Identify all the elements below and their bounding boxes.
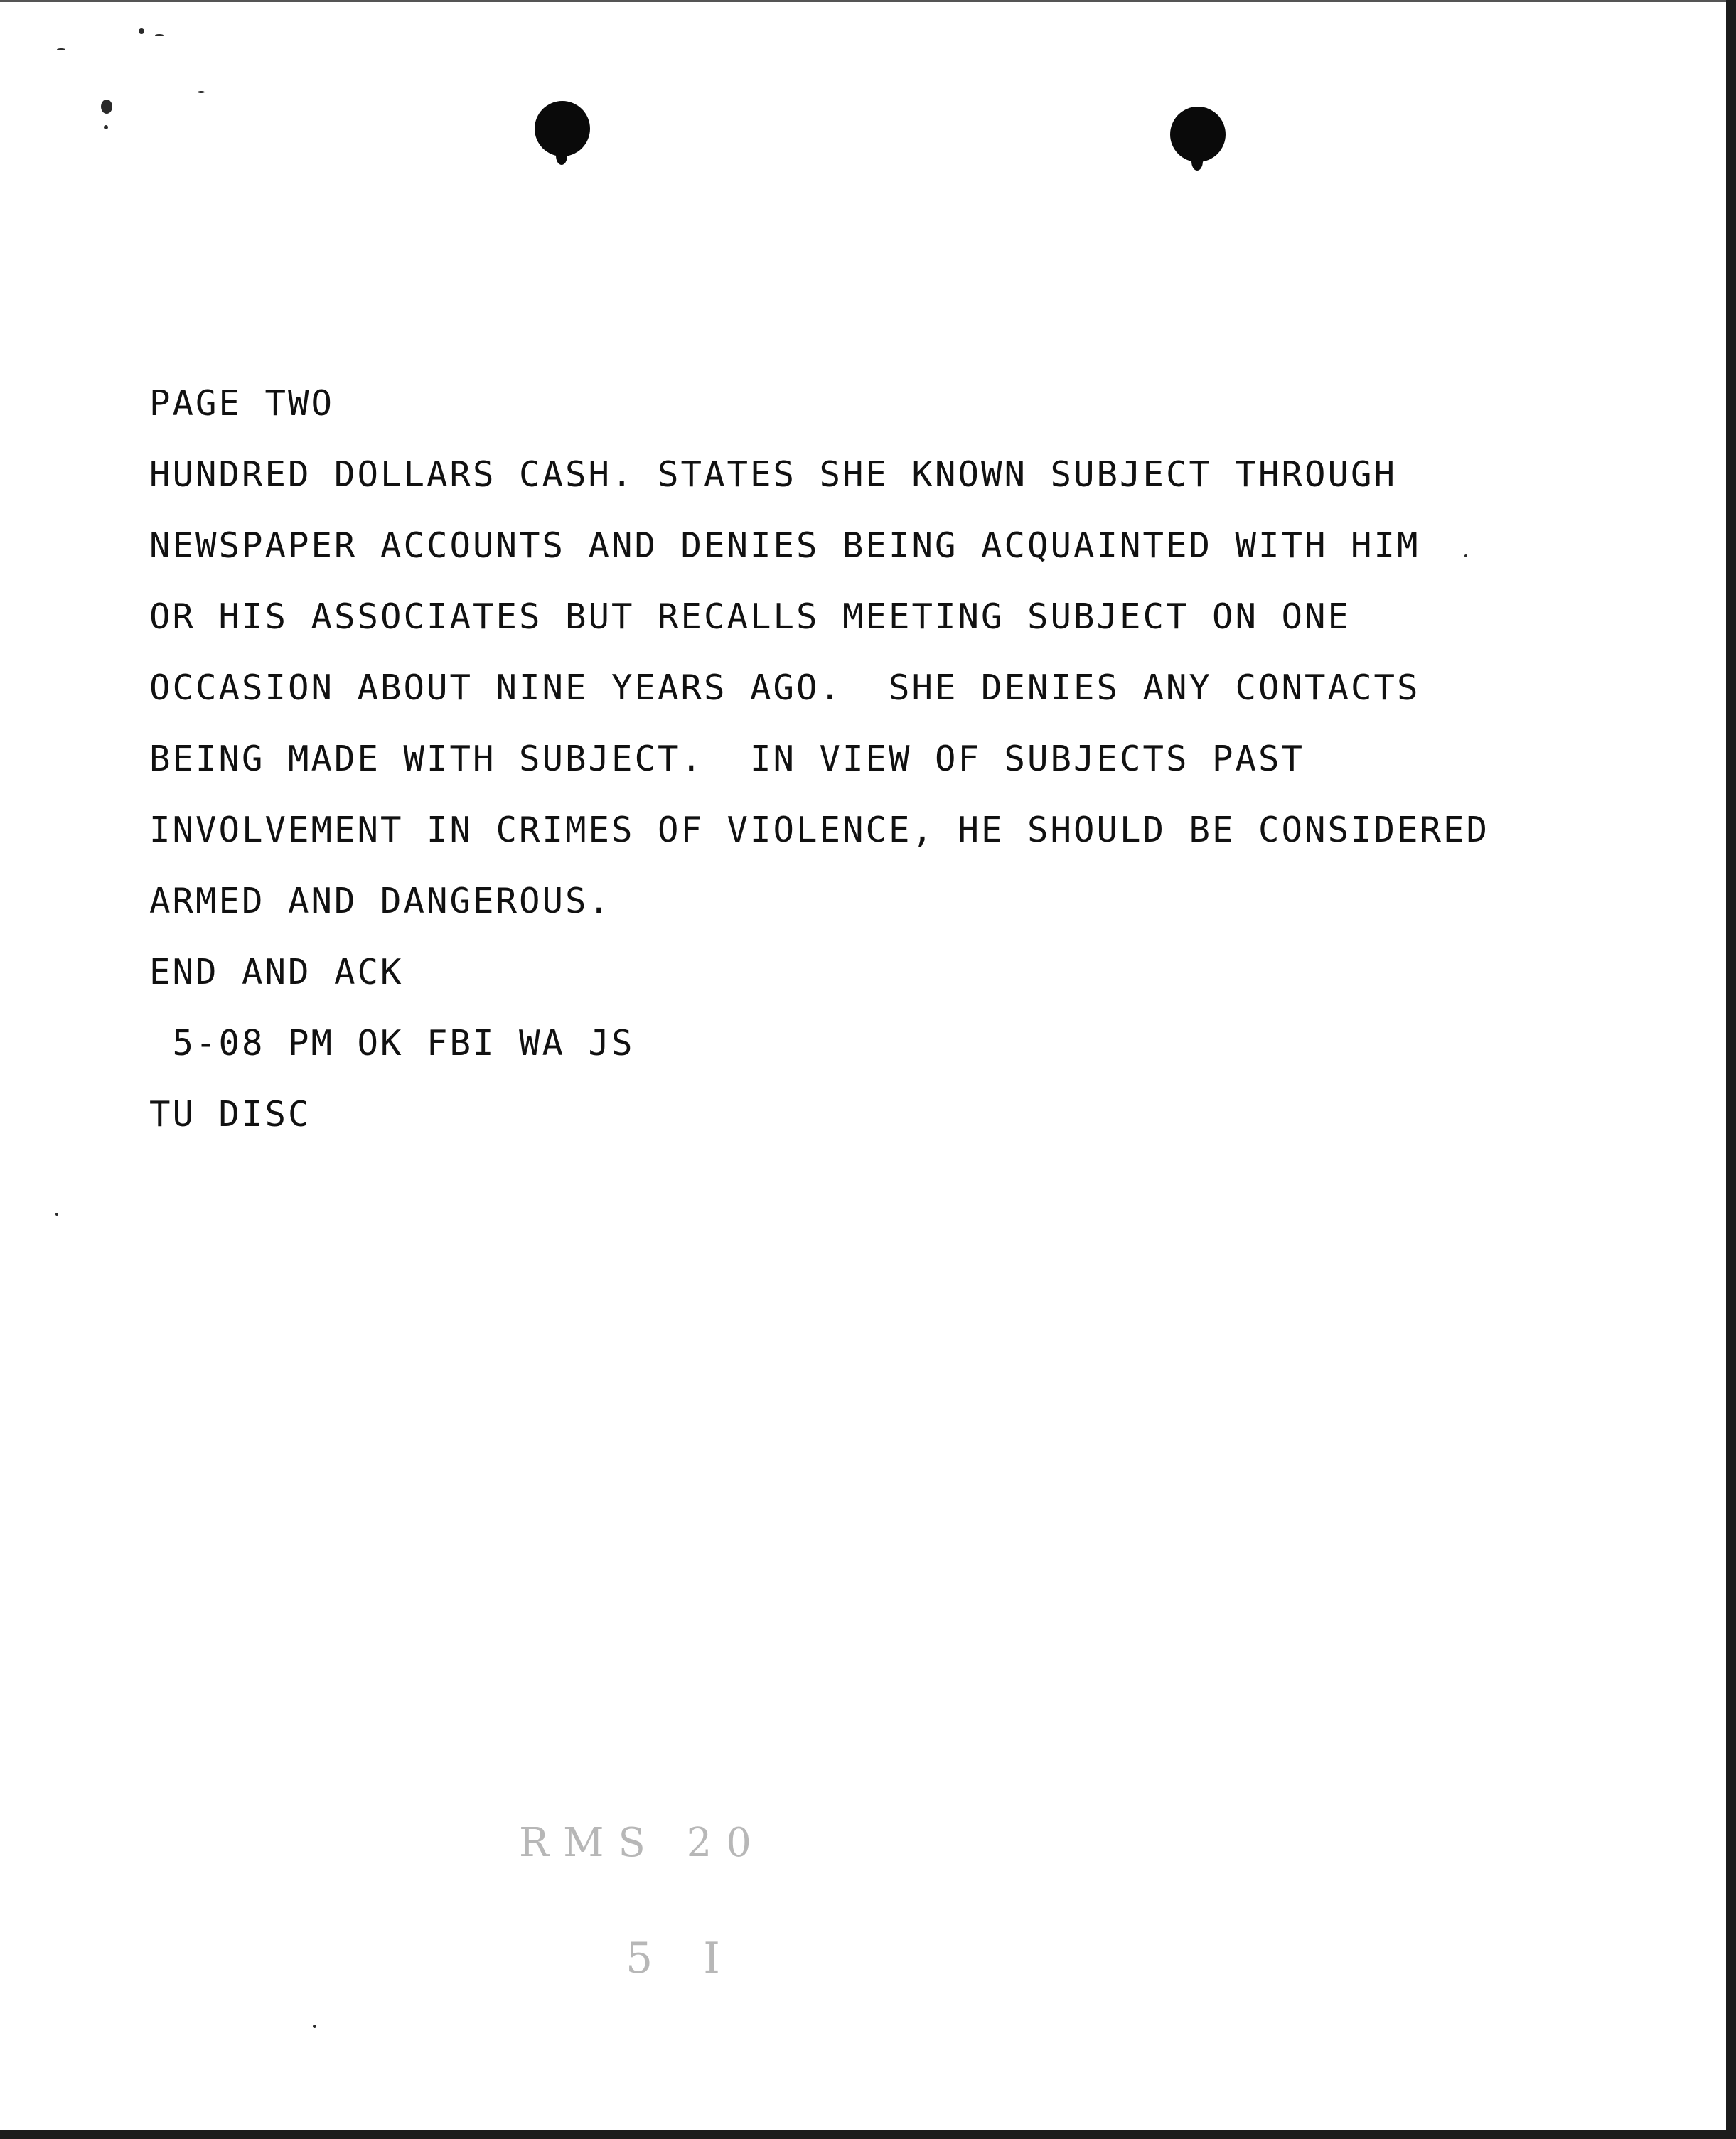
page-header: PAGE TWO — [149, 383, 335, 424]
message-line: BEING MADE WITH SUBJECT. IN VIEW OF SUBJECTS PAST — [149, 739, 1305, 779]
message-line: NEWSPAPER ACCOUNTS AND DENIES BEING ACQUAINTED WITH HIM — [149, 525, 1420, 566]
end-ack-line: END AND ACK — [149, 952, 404, 992]
scan-speck — [104, 125, 108, 129]
scan-speck — [55, 1213, 58, 1216]
message-line: INVOLVEMENT IN CRIMES OF VIOLENCE, HE SHOULD BE CONSIDERED — [149, 810, 1490, 850]
scan-speck — [313, 2025, 316, 2028]
message-line: ARMED AND DANGEROUS. — [149, 881, 612, 921]
scan-edge-bottom — [0, 2130, 1736, 2139]
scan-speck — [139, 28, 144, 34]
transmission-time-line: 5-08 PM OK FBI WA JS — [149, 1023, 635, 1063]
scan-speck — [155, 34, 164, 36]
stamp-line-1: RMS 20 — [519, 1820, 766, 1866]
scan-edge-right — [1726, 0, 1736, 2139]
scan-speck — [57, 48, 65, 50]
message-line: HUNDRED DOLLARS CASH. STATES SHE KNOWN SUBJECT THROUGH — [149, 454, 1398, 495]
stamp-line-2: 5 I — [626, 1934, 739, 1983]
punch-hole-left — [535, 101, 590, 156]
scan-speck — [1464, 554, 1467, 557]
disconnect-line: TU DISC — [149, 1094, 311, 1135]
message-line: OR HIS ASSOCIATES BUT RECALLS MEETING SUBJECT ON ONE — [149, 596, 1351, 637]
scan-edge-top — [0, 0, 1736, 2]
punch-hole-right — [1170, 107, 1226, 162]
received-stamp — [498, 1820, 896, 2047]
scan-speck — [101, 100, 112, 114]
scan-speck — [198, 91, 205, 93]
message-line: OCCASION ABOUT NINE YEARS AGO. SHE DENIES ANY CONTACTS — [149, 668, 1420, 708]
